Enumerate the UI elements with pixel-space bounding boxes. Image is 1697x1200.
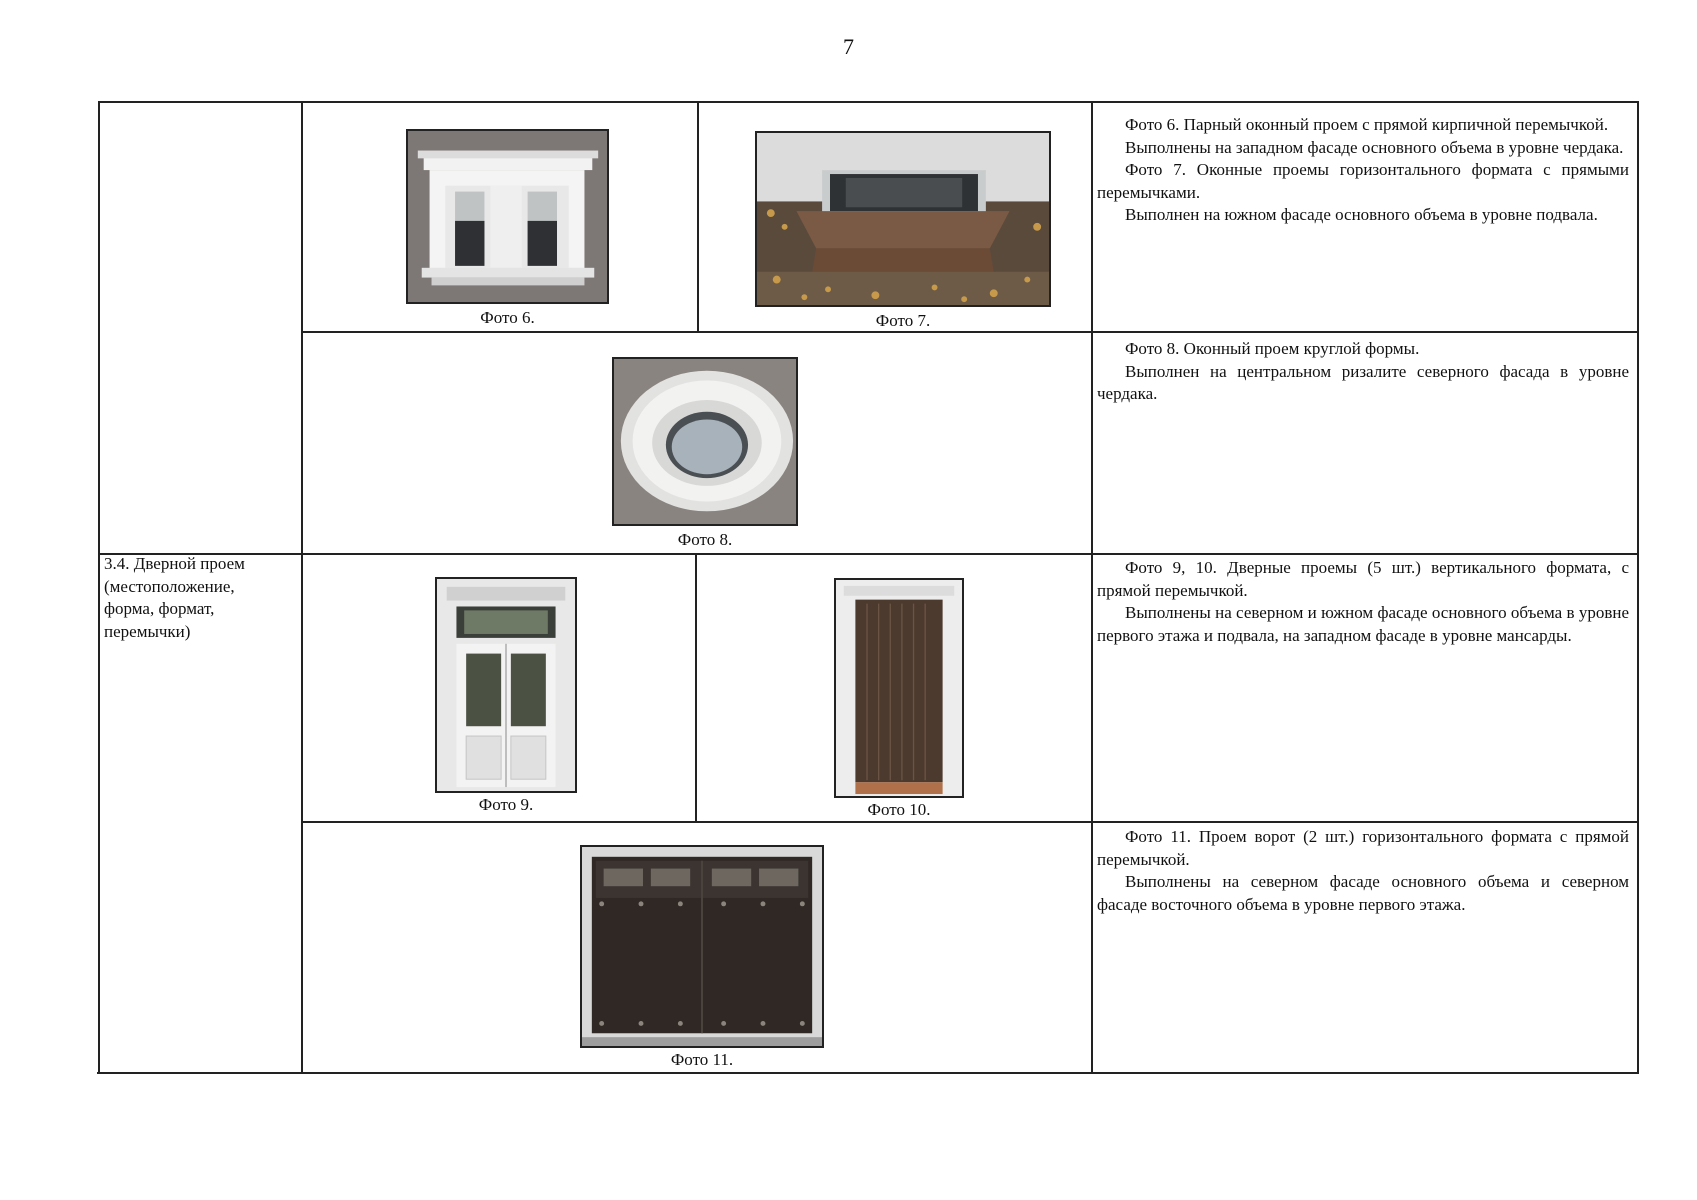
photo-11 [580, 845, 824, 1048]
photo-7-caption: Фото 7. [875, 311, 931, 330]
photo-9-caption: Фото 9. [478, 795, 534, 814]
photo-cell-divider [697, 101, 699, 332]
description-paragraph: Выполнены на северном и южном фасаде основного объема в уровне первого этажа и подвала, на западном фасаде в уровне мансарды. [1097, 603, 1629, 645]
photo-10-caption: Фото 10. [867, 800, 931, 819]
row-1-description [1097, 114, 1629, 227]
photo-6-caption: Фото 6. [480, 308, 535, 327]
photo-6 [406, 129, 609, 304]
table-column-divider [301, 101, 303, 1073]
page-number: 7 [843, 34, 854, 59]
description-paragraph: Выполнены на западном фасаде основного объема в уровне чердака. [1125, 137, 1624, 157]
description-paragraph: Фото 8. Оконный проем круглой формы. [1125, 339, 1420, 358]
description-paragraph: Выполнен на южном фасаде основного объема в уровне подвала. [1125, 205, 1598, 224]
row-3-description [1097, 557, 1629, 647]
description-paragraph: Выполнен на центральном ризалите северного фасада в уровне чердака. [1097, 361, 1629, 403]
photo-8-caption: Фото 8. [677, 530, 733, 549]
photo-7 [755, 131, 1051, 307]
table-border-top [99, 101, 1639, 103]
table-border-bottom [97, 1072, 1639, 1074]
photo-11-caption: Фото 11. [670, 1050, 734, 1069]
table-row-divider [302, 821, 1639, 823]
table-column-divider [1091, 101, 1093, 1073]
table-row-divider [99, 553, 1639, 555]
photo-10 [834, 578, 964, 798]
table-row-divider [302, 331, 1639, 333]
description-paragraph: Фото 9, 10. Дверные проемы (5 шт.) вертикального формата, с прямой перемычкой. [1097, 558, 1629, 600]
description-paragraph: Фото 6. Парный оконный проем с прямой кирпичной перемычкой. [1125, 115, 1609, 134]
photo-cell-divider [695, 553, 697, 822]
row-4-description [1097, 826, 1629, 916]
row-2-description [1097, 338, 1629, 406]
photo-9 [435, 577, 577, 793]
description-paragraph: Выполнены на северном фасаде основного объема и северном фасаде восточного объема в уровне первого этажа. [1097, 872, 1629, 914]
table-border-right [1637, 101, 1639, 1073]
description-paragraph: Фото 7. Оконные проемы горизонтального формата с прямыми перемычками. [1097, 160, 1629, 202]
table-border-left [98, 101, 100, 1073]
photo-8 [612, 357, 798, 526]
row-label-door-opening: 3.4. Дверной проем (местоположение, форма, формат, перемычки) [104, 554, 245, 641]
description-paragraph: Фото 11. Проем ворот (2 шт.) горизонтального формата с прямой перемычкой. [1097, 827, 1629, 869]
